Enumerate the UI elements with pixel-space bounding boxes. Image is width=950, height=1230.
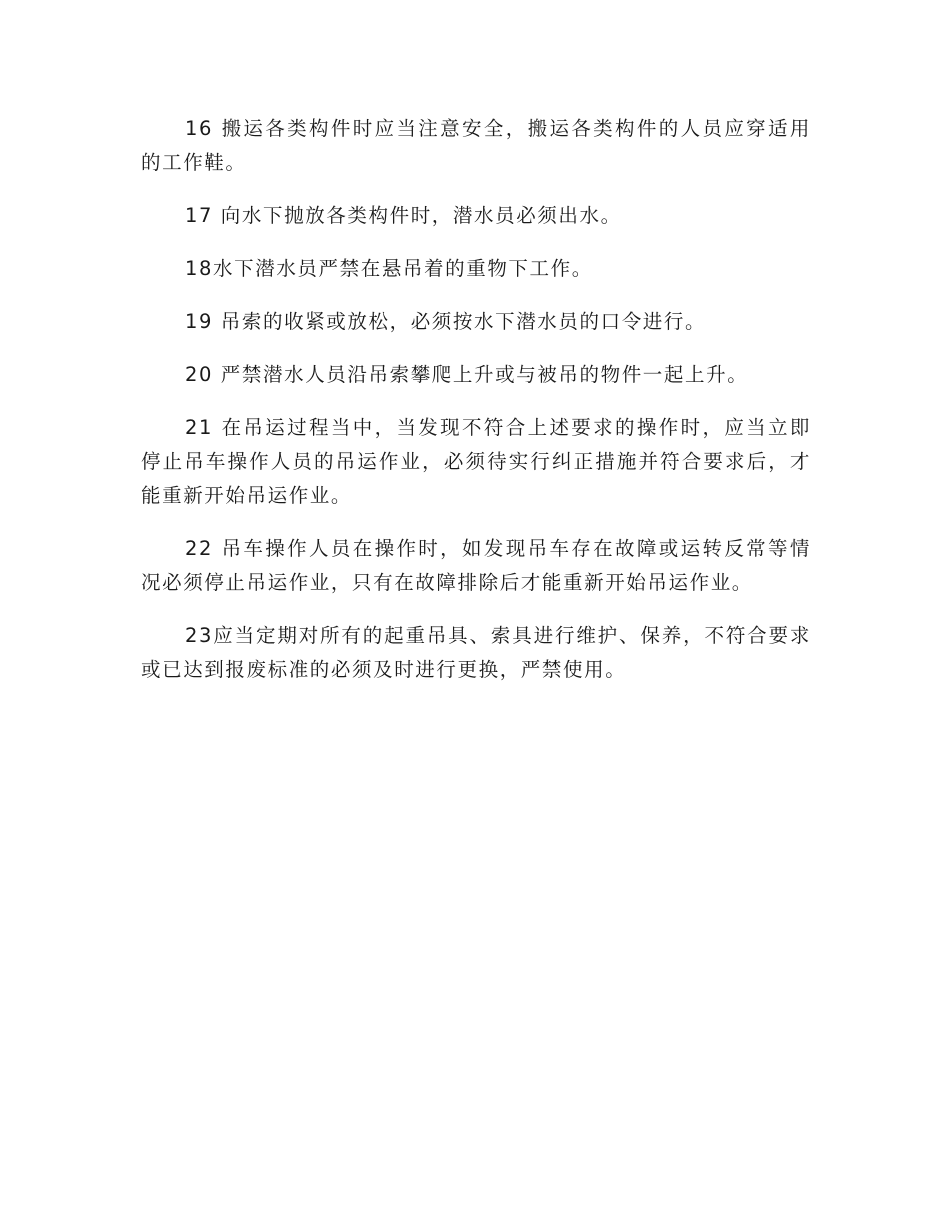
- paragraph-16: 16 搬运各类构件时应当注意安全，搬运各类构件的人员应穿适用的工作鞋。: [141, 117, 811, 174]
- document-page: [141, 112, 811, 706]
- paragraph-19: 19 吊索的收紧或放松，必须按水下潜水员的口令进行。: [185, 310, 707, 333]
- paragraph-20: 20 严禁潜水人员沿吊索攀爬上升或与被吊的物件一起上升。: [185, 363, 749, 386]
- paragraph-18: 18水下潜水员严禁在悬吊着的重物下工作。: [185, 257, 593, 280]
- paragraph-21: 21 在吊运过程当中，当发现不符合上述要求的操作时，应当立即停止吊车操作人员的吊运作业，必须待实行纠正措施并符合要求后，才能重新开始吊运作业。: [141, 416, 811, 507]
- paragraph-23: 23应当定期对所有的起重吊具、索具进行维护、保养，不符合要求或已达到报废标准的必须及时进行更换，严禁使用。: [141, 624, 811, 681]
- paragraph-22: 22 吊车操作人员在操作时，如发现吊车存在故障或运转反常等情况必须停止吊运作业，只有在故障排除后才能重新开始吊运作业。: [141, 537, 811, 594]
- paragraph-17: 17 向水下抛放各类构件时，潜水员必须出水。: [185, 204, 622, 227]
